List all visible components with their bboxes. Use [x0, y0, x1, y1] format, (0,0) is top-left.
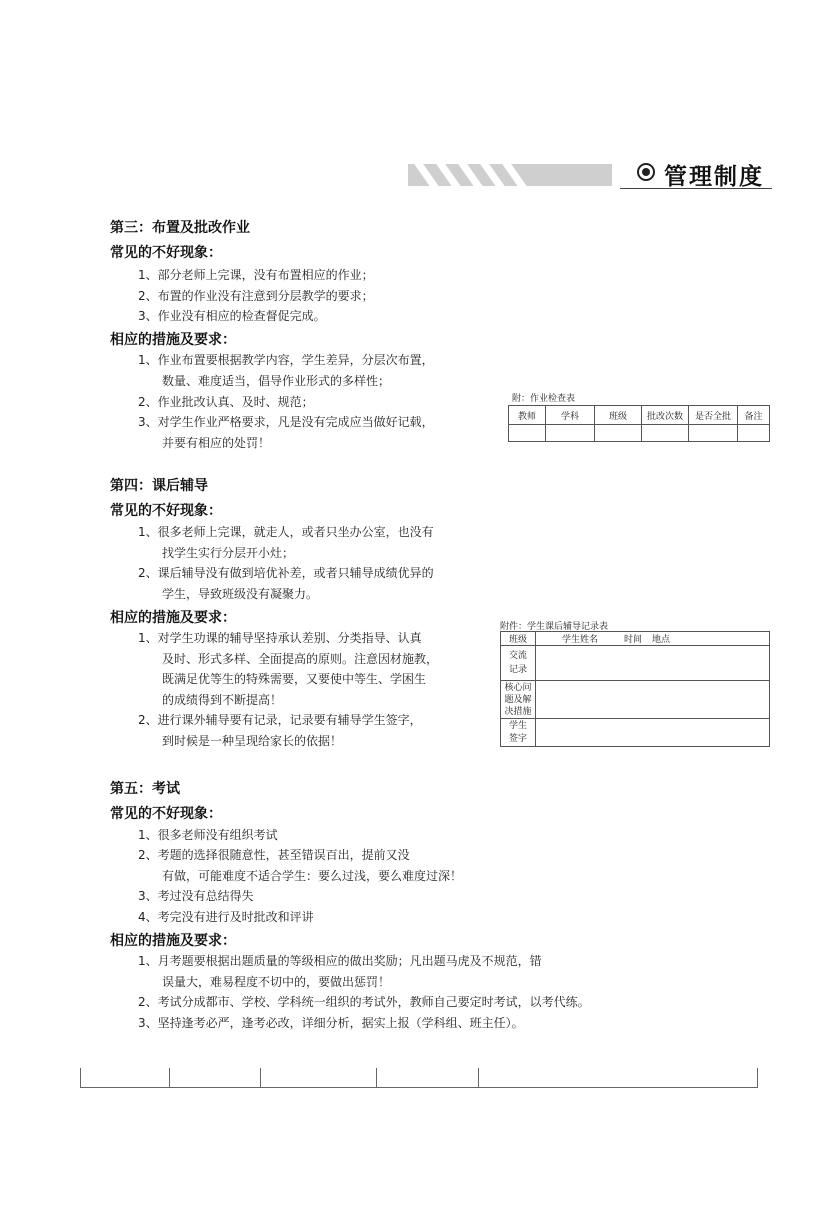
problems-heading: 常见的不好现象：: [110, 245, 222, 261]
table-cell: [642, 425, 689, 442]
measure-item: 3、坚持逢考必严，逢考必改，详细分析，据实上报（学科组、班主任）。: [138, 1016, 524, 1030]
tutoring-table-caption: 附件：学生课后辅导记录表: [500, 622, 609, 632]
measure-item: 既满足优等生的特殊需要，又要使中等生、学困生: [162, 672, 427, 686]
table-cell: [689, 425, 738, 442]
problem-item: 2、布置的作业没有注意到分层教学的要求；: [138, 289, 374, 303]
measures-heading: 相应的措施及要求：: [110, 332, 236, 348]
footer-tick: [80, 1068, 81, 1088]
table-header: 班级: [595, 406, 642, 425]
footer-tick: [478, 1068, 479, 1088]
problem-item: 3、作业没有相应的检查督促完成。: [138, 309, 326, 323]
table-cell: [595, 425, 642, 442]
problem-item: 1、部分老师上完课，没有布置相应的作业；: [138, 268, 374, 282]
measure-item: 到时候是一种呈现给家长的依据！: [162, 734, 343, 748]
measure-item: 误量大，难易程度不切中的，要做出惩罚！: [162, 975, 391, 989]
measure-item: 1、月考题要根据出题质量的等级相应的做出奖励；凡出题马虎及不规范，错: [138, 954, 542, 968]
table-header: 是否全批: [689, 406, 738, 425]
table-header: 地点: [646, 632, 770, 646]
measure-item: 2、进行课外辅导要有记录，记录要有辅导学生签字，: [138, 713, 422, 727]
problems-heading: 常见的不好现象：: [110, 806, 222, 822]
problem-item: 2、课后辅导没有做到培优补差，或者只辅导成绩优异的: [138, 566, 434, 580]
table-header: 班级: [501, 632, 536, 646]
header-stripes: [408, 164, 612, 186]
table-cell: [546, 425, 595, 442]
tutoring-record-table: [500, 631, 770, 747]
footer-tick: [376, 1068, 377, 1088]
homework-check-table: [508, 405, 770, 442]
table-cell: [536, 646, 770, 681]
measure-item: 1、对学生功课的辅导坚持承认差别、分类指导、认真: [138, 631, 422, 645]
page-title: 管理制度: [664, 163, 764, 190]
measures-heading: 相应的措施及要求：: [110, 933, 236, 949]
section-title: 第四：课后辅导: [110, 478, 208, 494]
problem-item: 4、考完没有进行及时批改和评讲: [138, 910, 314, 924]
section-title: 第三：布置及批改作业: [110, 220, 250, 236]
table-cell: [738, 425, 770, 442]
table-cell: [536, 681, 770, 719]
measure-item: 1、作业布置要根据教学内容，学生差异，分层次布置，: [138, 353, 434, 367]
row-label: 学生 签字: [501, 719, 536, 747]
table-cell: [509, 425, 546, 442]
table-header: 学科: [546, 406, 595, 425]
problem-item: 有做，可能难度不适合学生：要么过浅，要么难度过深！: [162, 869, 463, 883]
table-header: 批改次数: [642, 406, 689, 425]
section-header: [408, 158, 774, 192]
problem-item: 3、考过没有总结得失: [138, 889, 254, 903]
problem-item: 学生，导致班级没有凝聚力。: [162, 587, 319, 601]
row-label: 核心问 题及解 决措施: [501, 681, 536, 719]
measures-heading: 相应的措施及要求：: [110, 610, 236, 626]
table-header: 时间: [602, 632, 646, 646]
problem-item: 找学生实行分层开小灶；: [162, 546, 295, 560]
footer-rule: [80, 1087, 757, 1088]
table-header: 备注: [738, 406, 770, 425]
measure-item: 2、作业批改认真、及时、规范；: [138, 395, 314, 409]
problems-heading: 常见的不好现象：: [110, 503, 222, 519]
problem-item: 1、很多老师没有组织考试: [138, 828, 278, 842]
measure-item: 数量、难度适当，倡导作业形式的多样性；: [162, 374, 391, 388]
footer-tick: [757, 1068, 758, 1088]
footer-tick: [260, 1068, 261, 1088]
problem-item: 1、很多老师上完课，就走人，或者只坐办公室，也没有: [138, 525, 434, 539]
row-label: 交流 记录: [501, 646, 536, 681]
measure-item: 的成绩得到不断提高！: [162, 693, 283, 707]
footer-tick: [169, 1068, 170, 1088]
homework-table-caption: 附：作业检查表: [512, 394, 576, 404]
section-title: 第五：考试: [110, 781, 180, 797]
measure-item: 并要有相应的处罚！: [162, 436, 271, 450]
bullet-icon: [637, 163, 655, 181]
table-cell: [536, 719, 770, 747]
table-header: 学生姓名: [536, 632, 603, 646]
measure-item: 2、考试分成都市、学校、学科统一组织的考试外，教师自己要定时考试，以考代练。: [138, 995, 590, 1009]
problem-item: 2、考题的选择很随意性，甚至错误百出，提前又没: [138, 848, 410, 862]
measure-item: 3、对学生作业严格要求，凡是没有完成应当做好记载，: [138, 415, 434, 429]
measure-item: 及时、形式多样、全面提高的原则。注意因材施教，: [162, 652, 439, 666]
table-header: 教师: [509, 406, 546, 425]
